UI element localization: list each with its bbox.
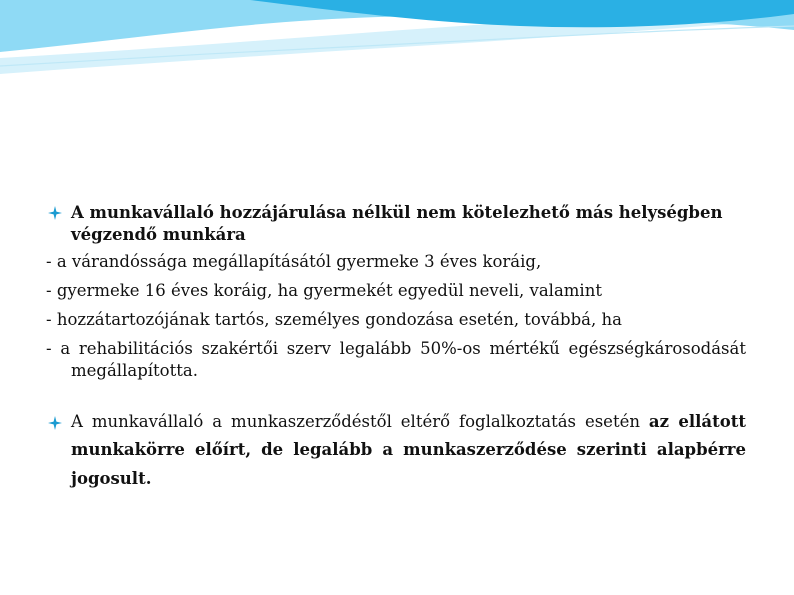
bullet1-line1: A munkavállaló hozzájárulása nélkül nem kötelezhető más helységben <box>71 203 723 222</box>
slide-body <box>46 198 746 493</box>
bullet1-line2: végzendő munkára <box>71 225 246 244</box>
four-point-star-bullet-icon <box>46 408 68 437</box>
bullet2-bold-tail: az ellátott <box>648 412 746 431</box>
dash-item-3: - hozzátartozójának tartós, személyes gondozása esetén, továbbá, ha <box>46 310 622 329</box>
bullet2-line3: jogosult. <box>71 469 152 488</box>
dash-item-2: - gyermeke 16 éves koráig, ha gyermekét egyedül neveli, valamint <box>46 281 602 300</box>
bullet2-normal-text: A munkavállaló a munkaszerződéstől eltérő foglalkoztatás esetén <box>71 412 649 431</box>
bullet2-line2: munkakörre előírt, de legalább a munkaszerződése szerinti alapbérre <box>71 440 746 459</box>
bullet-paragraph-1 <box>46 198 746 227</box>
four-point-star-bullet-icon <box>46 198 68 227</box>
dash-item-4-continuation: megállapította. <box>71 361 198 380</box>
bullet-paragraph-2 <box>46 408 746 435</box>
dash-item-4: - a rehabilitációs szakértői szerv legalább 50%-os mértékű egészségkárosodását <box>46 339 746 358</box>
dash-item-1: - a várandóssága megállapításától gyermeke 3 éves koráig, <box>46 252 542 271</box>
header-wave-decoration <box>0 0 794 100</box>
bullet2-continuation <box>46 435 746 493</box>
bullet2-line1 <box>71 408 746 435</box>
